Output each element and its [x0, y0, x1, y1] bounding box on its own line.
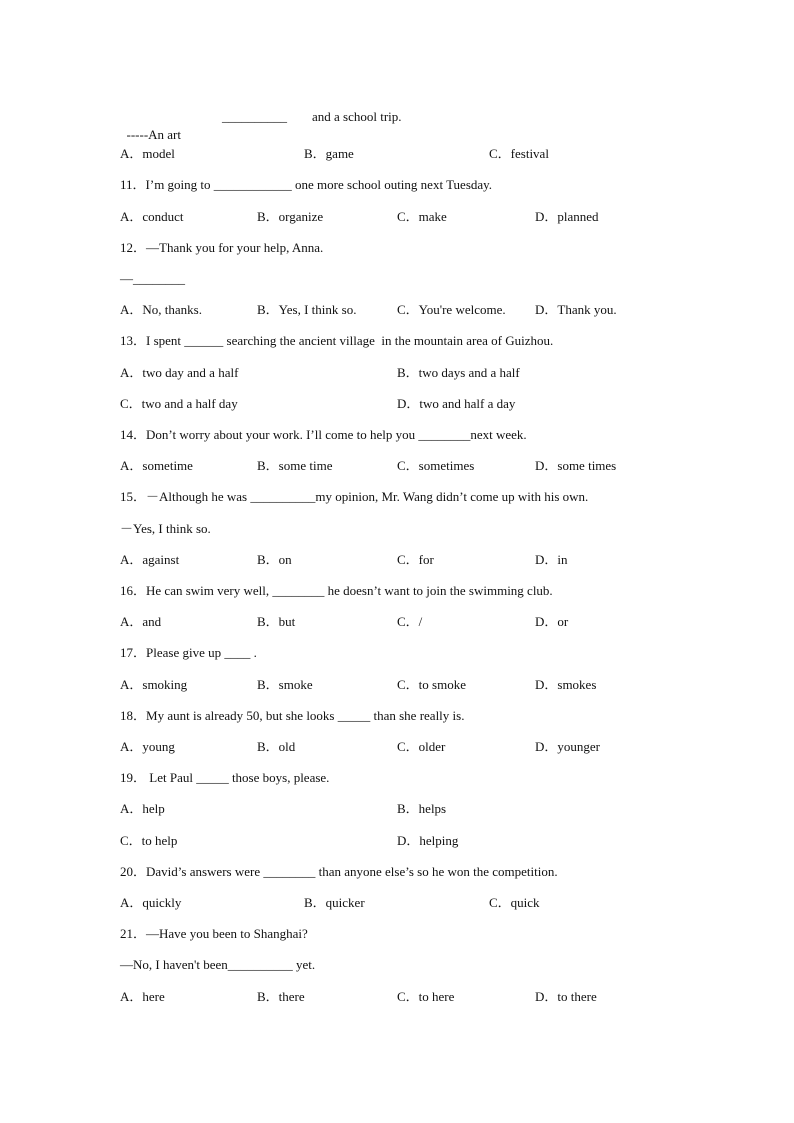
question-text: —Thank you for your help, Anna.: [146, 240, 324, 255]
q13-option-b[interactable]: B．two days and a half: [397, 365, 520, 380]
question-number: 13．: [120, 333, 147, 348]
question-12-stem: [120, 239, 323, 257]
intro-option-b[interactable]: B．game: [304, 146, 354, 161]
question-number: 12．: [120, 240, 147, 255]
question-21-stem: [120, 925, 308, 943]
q13-option-c[interactable]: C．two and a half day: [120, 396, 238, 411]
question-text: Please give up ____ .: [146, 645, 257, 660]
intro-option-c[interactable]: C．festival: [489, 146, 549, 161]
q15-option-b[interactable]: B．on: [257, 552, 292, 567]
q15-option-d[interactable]: D．in: [535, 552, 568, 567]
question-number: 14．: [120, 427, 147, 442]
q16-option-c[interactable]: C．/: [397, 614, 423, 629]
q21-reply: —No, I haven't been__________ yet.: [120, 957, 316, 972]
q14-option-d[interactable]: D．some times: [535, 458, 617, 473]
q15-option-a[interactable]: A．against: [120, 552, 180, 567]
q19-option-b[interactable]: B．helps: [397, 801, 447, 816]
question-text: He can swim very well, ________ he doesn’t want to join the swimming club.: [146, 583, 553, 598]
q11-option-a[interactable]: A．conduct: [120, 209, 184, 224]
q19-option-c[interactable]: C．to help: [120, 833, 178, 848]
q11-option-d[interactable]: D．planned: [535, 209, 599, 224]
question-15-stem: [120, 488, 588, 506]
question-13-stem: [120, 332, 553, 350]
question-16-stem: [120, 582, 553, 600]
q11-option-b[interactable]: B．organize: [257, 209, 324, 224]
q19-option-a[interactable]: A．help: [120, 801, 165, 816]
question-11-stem: [120, 176, 492, 194]
question-text: My aunt is already 50, but she looks _____ than she really is.: [146, 708, 465, 723]
q16-option-d[interactable]: D．or: [535, 614, 569, 629]
intro-line: [120, 108, 181, 144]
q16-option-b[interactable]: B．but: [257, 614, 296, 629]
q14-option-b[interactable]: B．some time: [257, 458, 333, 473]
question-number: 20．: [120, 864, 147, 879]
q13-option-a[interactable]: A．two day and a half: [120, 365, 239, 380]
q12-option-d[interactable]: D．Thank you.: [535, 302, 617, 317]
question-text: －Although he was __________my opinion, Mr. Wang didn’t come up with his own.: [146, 489, 589, 504]
question-17-stem: [120, 644, 257, 662]
question-number: 21．: [120, 926, 147, 941]
q18-option-b[interactable]: B．old: [257, 739, 296, 754]
q17-option-c[interactable]: C．to smoke: [397, 677, 466, 692]
question-number: 19．: [120, 770, 147, 785]
q20-option-c[interactable]: C．quick: [489, 895, 540, 910]
question-text: I’m going to ____________ one more school outing next Tuesday.: [145, 177, 493, 192]
q12-option-c[interactable]: C．You're welcome.: [397, 302, 506, 317]
q21-option-d[interactable]: D．to there: [535, 989, 597, 1004]
q18-option-a[interactable]: A．young: [120, 739, 175, 754]
q11-option-c[interactable]: C．make: [397, 209, 447, 224]
intro-blank: __________: [222, 109, 287, 124]
intro-option-a[interactable]: A．model: [120, 146, 175, 161]
q12-option-a[interactable]: A．No, thanks.: [120, 302, 202, 317]
q18-option-d[interactable]: D．younger: [535, 739, 600, 754]
q19-option-d[interactable]: D．helping: [397, 833, 459, 848]
intro-text-after: and a school trip.: [312, 109, 402, 124]
question-number: 15．: [120, 489, 147, 504]
q17-option-d[interactable]: D．smokes: [535, 677, 597, 692]
q15-reply: －Yes, I think so.: [120, 521, 211, 536]
q21-option-b[interactable]: B．there: [257, 989, 305, 1004]
q14-option-a[interactable]: A．sometime: [120, 458, 193, 473]
question-text: I spent ______ searching the ancient village in the mountain area of Guizhou.: [146, 333, 554, 348]
q14-option-c[interactable]: C．sometimes: [397, 458, 475, 473]
question-number: 17．: [120, 645, 147, 660]
question-number: 18．: [120, 708, 147, 723]
question-text: Let Paul _____ those boys, please.: [146, 770, 330, 785]
q15-option-c[interactable]: C．for: [397, 552, 434, 567]
q17-option-a[interactable]: A．smoking: [120, 677, 188, 692]
q18-option-c[interactable]: C．older: [397, 739, 446, 754]
question-14-stem: [120, 426, 527, 444]
question-number: 16．: [120, 583, 147, 598]
intro-text-before: -----An art: [126, 127, 181, 142]
question-text: Don’t worry about your work. I’ll come to help you ________next week.: [146, 427, 527, 442]
q20-option-a[interactable]: A．quickly: [120, 895, 182, 910]
q12-reply: —________: [120, 271, 185, 286]
question-20-stem: [120, 863, 558, 881]
q13-option-d[interactable]: D．two and half a day: [397, 396, 516, 411]
question-text: —Have you been to Shanghai?: [146, 926, 308, 941]
q17-option-b[interactable]: B．smoke: [257, 677, 313, 692]
q21-option-c[interactable]: C．to here: [397, 989, 455, 1004]
question-18-stem: [120, 707, 464, 725]
q21-option-a[interactable]: A．here: [120, 989, 165, 1004]
q12-option-b[interactable]: B．Yes, I think so.: [257, 302, 357, 317]
question-text: David’s answers were ________ than anyone else’s so he won the competition.: [146, 864, 558, 879]
q16-option-a[interactable]: A．and: [120, 614, 162, 629]
question-19-stem: [120, 769, 329, 787]
q20-option-b[interactable]: B．quicker: [304, 895, 365, 910]
question-number: 11．: [120, 177, 146, 192]
